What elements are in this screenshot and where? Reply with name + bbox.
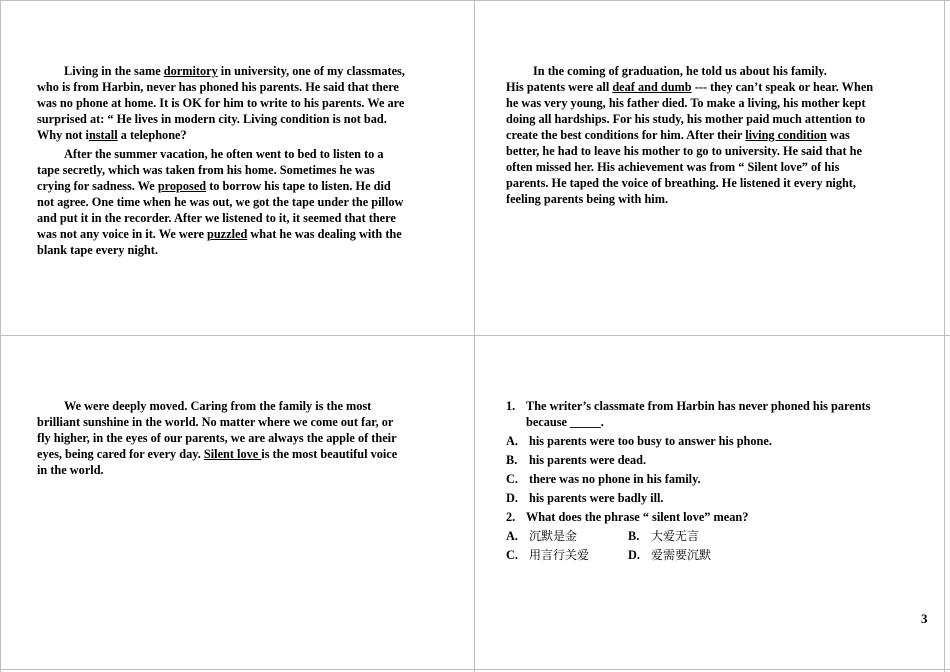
slide-2-first-line: In the coming of graduation, he told us about his family.: [533, 64, 827, 78]
question-2-number: 2.: [506, 510, 516, 524]
question-1-number: 1.: [506, 399, 516, 413]
vertical-divider: [474, 0, 475, 672]
question-1-option-b: [506, 452, 878, 468]
underlined-phrase-deaf-and-dumb: deaf and dumb: [612, 80, 692, 94]
text-run: Living in the same: [64, 64, 164, 78]
slide-1-paragraph-2: [37, 146, 409, 258]
horizontal-divider: [0, 335, 950, 336]
slide-1-story-opening: [37, 63, 409, 261]
slide-2-paragraph: [506, 63, 874, 207]
question-2-option-d: [628, 547, 750, 563]
slide-4-questions: [506, 398, 878, 566]
slide-3-paragraph: [37, 398, 403, 478]
option-letter: B.: [628, 529, 640, 543]
underlined-word-puzzled: puzzled: [206, 227, 248, 241]
underlined-phrase-living-condition: living condition: [745, 128, 827, 142]
option-letter: C.: [506, 548, 518, 562]
question-2-options-row-2: [506, 547, 878, 563]
option-letter: C.: [506, 472, 518, 486]
text-run: in university, one of my classmates, who is from Harbin, never has phoned his parents. He said that there was no phone at home. It is OK for him to write to his parents. We are surprised at: “ He lives in modern city. Living condition is not bad. Why not i: [37, 64, 405, 142]
text-run: to borrow his tape to listen. He did not agree. One time when he was out, we got the tape under the pillow and put it in the recorder. After we listened to it, it seemed that there was not any voice in it. We were: [37, 179, 404, 241]
text-run: We were deeply moved. Caring from the family is the most brilliant sunshine in the world. No matter where we come out far, or fly higher, in the eyes of our parents, we are always the apple of their eyes, being cared for every day.: [37, 399, 397, 461]
option-letter: A.: [506, 434, 518, 448]
option-text: 用言行关爱: [529, 548, 590, 562]
text-run: is the most beautiful voice in the world.: [37, 447, 398, 477]
question-1-option-a: [506, 433, 878, 449]
question-1-text: The writer’s classmate from Harbin has never phoned his parents because _____.: [526, 399, 871, 429]
text-run: After the summer vacation, he often went to bed to listen to a tape secretly, which was taken from his home. Sometimes he was crying for sadness. We: [37, 147, 384, 193]
underlined-word-install: nstall: [88, 128, 118, 142]
question-2-option-b: [628, 528, 750, 544]
question-1-option-d: [506, 490, 878, 506]
question-1: [506, 398, 878, 430]
page-border-left: [0, 0, 1, 672]
option-text: 沉默是金: [529, 529, 578, 543]
text-run: --- they can’t speak or hear. When he was very young, his father died. To make a living, his mother kept doing all hardships. For his study, his mother paid much attention to create the best conditions for him. After their: [506, 80, 874, 142]
page-border-bottom: [0, 669, 950, 670]
page-number: 3: [921, 611, 928, 626]
slide-3-conclusion: [37, 398, 403, 481]
option-text: his parents were dead.: [529, 453, 647, 467]
underlined-word-dormitory: dormitory: [163, 64, 218, 78]
option-text: 爱需要沉默: [651, 548, 712, 562]
option-letter: D.: [628, 548, 640, 562]
question-2-option-a: [506, 528, 628, 544]
underlined-word-proposed: proposed: [157, 179, 207, 193]
question-2-options-row-1: [506, 528, 878, 544]
question-2-option-c: [506, 547, 628, 563]
slide-2-family-story: [506, 63, 874, 210]
page-border-top: [0, 0, 950, 1]
page-border-right: [944, 0, 945, 672]
option-text: 大爱无言: [651, 529, 700, 543]
text-run: what he was dealing with the blank tape every night.: [37, 227, 402, 257]
option-letter: D.: [506, 491, 518, 505]
option-text: there was no phone in his family.: [529, 472, 701, 486]
option-letter: A.: [506, 529, 518, 543]
question-1-option-c: [506, 471, 878, 487]
question-2: [506, 509, 878, 525]
text-run: a telephone?: [117, 128, 187, 142]
question-2-text: What does the phrase “ silent love” mean?: [526, 510, 749, 524]
option-letter: B.: [506, 453, 518, 467]
option-text: his parents were too busy to answer his phone.: [529, 434, 772, 448]
option-text: his parents were badly ill.: [529, 491, 664, 505]
slide-1-paragraph-1: [37, 63, 409, 143]
underlined-phrase-silent-love: Silent love: [203, 447, 262, 461]
text-run: His patents were all: [506, 80, 613, 94]
text-run: was better, he had to leave his mother to go to university. He said that he often missed her. His achievement was from “ Silent love” of his parents. He taped the voice of breathing. He listened it every night, feeling parents being with him.: [506, 128, 862, 206]
